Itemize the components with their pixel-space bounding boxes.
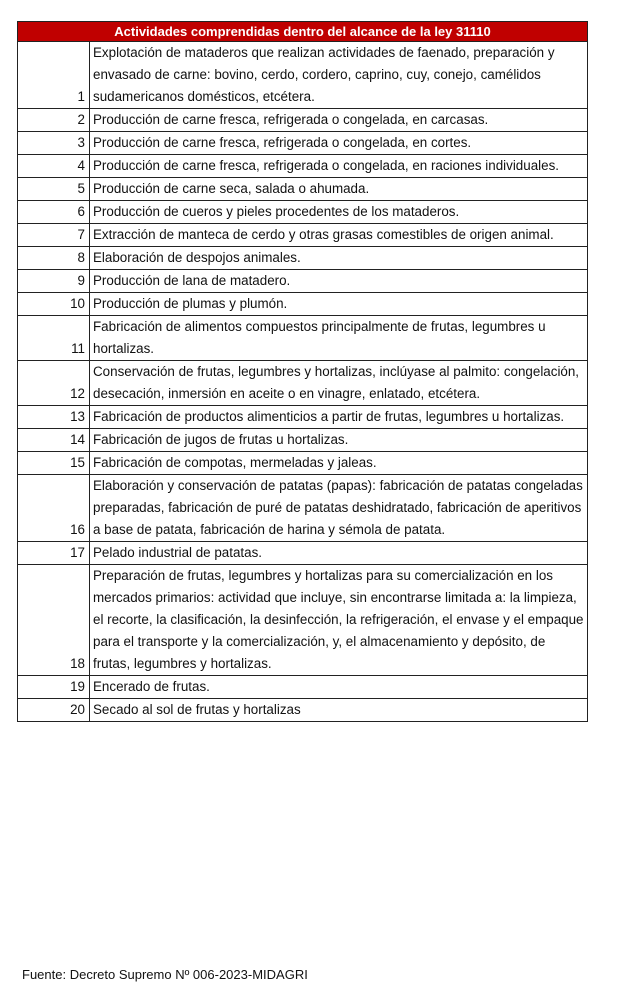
table-row — [18, 452, 588, 475]
row-number: 10 — [18, 293, 90, 316]
activities-table — [17, 21, 588, 722]
activity-description: Producción de lana de matadero. — [90, 270, 588, 293]
row-number: 1 — [18, 42, 90, 109]
row-number: 14 — [18, 429, 90, 452]
row-number: 16 — [18, 475, 90, 542]
activity-description: Fabricación de jugos de frutas u hortalizas. — [90, 429, 588, 452]
table-row — [18, 293, 588, 316]
row-number: 11 — [18, 316, 90, 361]
table-row — [18, 224, 588, 247]
activity-description: Pelado industrial de patatas. — [90, 542, 588, 565]
table-row — [18, 316, 588, 361]
activity-description: Extracción de manteca de cerdo y otras grasas comestibles de origen animal. — [90, 224, 588, 247]
row-number: 8 — [18, 247, 90, 270]
table-row — [18, 270, 588, 293]
table-row — [18, 676, 588, 699]
activity-description: Producción de cueros y pieles procedentes de los mataderos. — [90, 201, 588, 224]
activity-description: Explotación de mataderos que realizan actividades de faenado, preparación y envasado de carne: bovino, cerdo, cordero, caprino, cuy, conejo, camélidos sudamericanos domésticos, etcétera. — [90, 42, 588, 109]
activity-description: Producción de carne fresca, refrigerada o congelada, en carcasas. — [90, 109, 588, 132]
table-row — [18, 406, 588, 429]
table-row — [18, 429, 588, 452]
activity-description: Producción de carne fresca, refrigerada o congelada, en raciones individuales. — [90, 155, 588, 178]
row-number: 5 — [18, 178, 90, 201]
row-number: 7 — [18, 224, 90, 247]
activity-description: Fabricación de productos alimenticios a partir de frutas, legumbres u hortalizas. — [90, 406, 588, 429]
table-row — [18, 565, 588, 676]
row-number: 20 — [18, 699, 90, 722]
activity-description: Producción de carne fresca, refrigerada o congelada, en cortes. — [90, 132, 588, 155]
row-number: 18 — [18, 565, 90, 676]
activity-description: Preparación de frutas, legumbres y hortalizas para su comercialización en los mercados primarios: actividad que incluye, sin encontrarse limitada a: la limpieza, el recorte, la clasificación, la desinfección, la refrigeración, el envase y el empaque para el transporte y la comercialización, y, el almacenamiento y depósito, de frutas, legumbres y hortalizas. — [90, 565, 588, 676]
activity-description: Producción de carne seca, salada o ahumada. — [90, 178, 588, 201]
row-number: 12 — [18, 361, 90, 406]
activities-table-container — [17, 21, 588, 722]
table-row — [18, 132, 588, 155]
activity-description: Secado al sol de frutas y hortalizas — [90, 699, 588, 722]
source-note: Fuente: Decreto Supremo Nº 006-2023-MIDAGRI — [22, 967, 308, 982]
row-number: 13 — [18, 406, 90, 429]
table-header: Actividades comprendidas dentro del alcance de la ley 31110 — [18, 22, 588, 42]
table-header-row — [18, 22, 588, 42]
activity-description: Conservación de frutas, legumbres y hortalizas, inclúyase al palmito: congelación, desecación, inmersión en aceite o en vinagre, enlatado, etcétera. — [90, 361, 588, 406]
activity-description: Fabricación de compotas, mermeladas y jaleas. — [90, 452, 588, 475]
activity-description: Producción de plumas y plumón. — [90, 293, 588, 316]
table-row — [18, 542, 588, 565]
table-row — [18, 178, 588, 201]
activity-description: Encerado de frutas. — [90, 676, 588, 699]
row-number: 6 — [18, 201, 90, 224]
table-row — [18, 42, 588, 109]
row-number: 15 — [18, 452, 90, 475]
row-number: 19 — [18, 676, 90, 699]
table-row — [18, 361, 588, 406]
table-row — [18, 475, 588, 542]
table-body — [18, 42, 588, 722]
table-row — [18, 247, 588, 270]
table-row — [18, 155, 588, 178]
activity-description: Fabricación de alimentos compuestos principalmente de frutas, legumbres u hortalizas. — [90, 316, 588, 361]
table-row — [18, 201, 588, 224]
row-number: 17 — [18, 542, 90, 565]
activity-description: Elaboración de despojos animales. — [90, 247, 588, 270]
table-row — [18, 109, 588, 132]
row-number: 9 — [18, 270, 90, 293]
row-number: 4 — [18, 155, 90, 178]
row-number: 3 — [18, 132, 90, 155]
table-row — [18, 699, 588, 722]
row-number: 2 — [18, 109, 90, 132]
activity-description: Elaboración y conservación de patatas (papas): fabricación de patatas congeladas preparadas, fabricación de puré de patatas deshidratado, fabricación de aperitivos a base de patata, fabricación de harina y sémola de patata. — [90, 475, 588, 542]
